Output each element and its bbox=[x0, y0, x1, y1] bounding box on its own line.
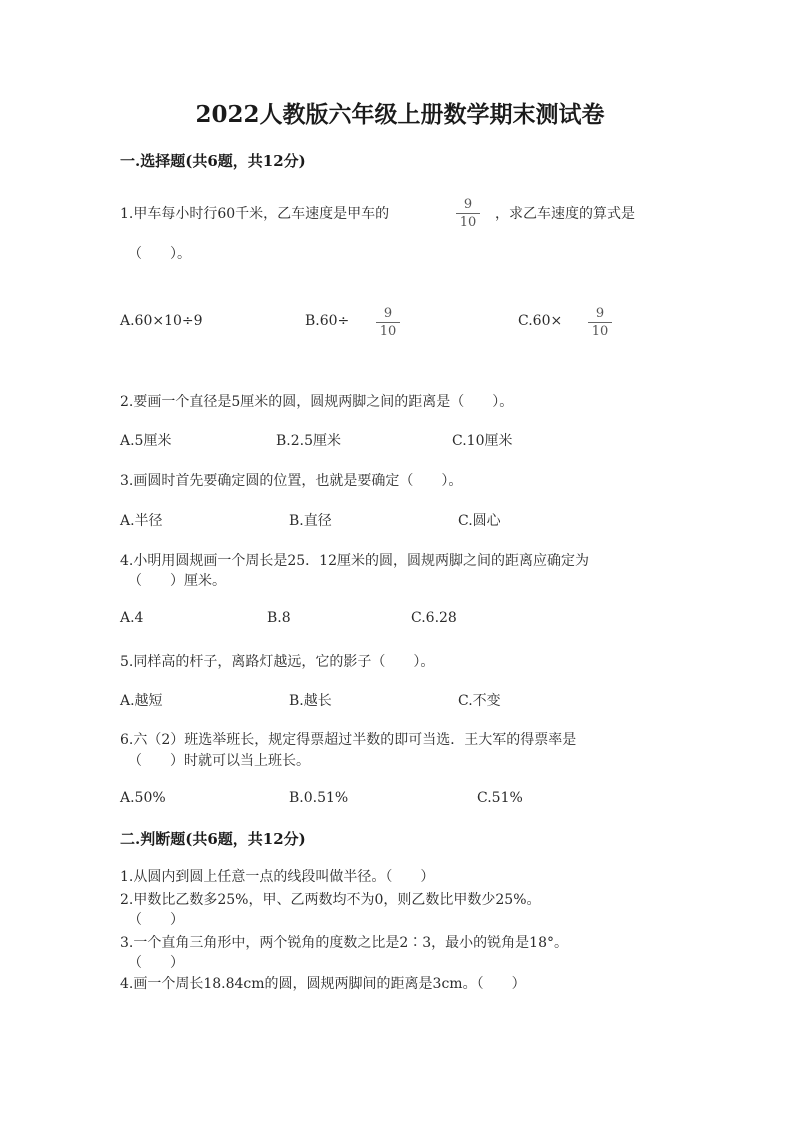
question-1-option-b[interactable]: B.60÷ bbox=[305, 313, 350, 329]
section-heading-choice: 一.选择题(共6题，共12分) bbox=[120, 152, 306, 170]
judgment-2-blank: （ ） bbox=[128, 912, 184, 928]
fraction-numerator: 9 bbox=[595, 306, 605, 321]
judgment-3-text: 3.一个直角三角形中，两个锐角的度数之比是2∶3，最小的锐角是18°。 bbox=[120, 935, 568, 951]
question-6-option-b[interactable]: B.0.51% bbox=[289, 790, 349, 806]
question-1-blank: （ ）。 bbox=[128, 246, 191, 262]
question-4-option-c[interactable]: C.6.28 bbox=[411, 610, 457, 626]
question-2-option-b[interactable]: B.2.5厘米 bbox=[276, 433, 342, 449]
question-4-blank: （ ）厘米。 bbox=[128, 573, 226, 589]
question-1-option-c-fraction bbox=[588, 306, 612, 339]
question-5-option-a[interactable]: A.越短 bbox=[120, 693, 163, 709]
question-3-option-c[interactable]: C.圆心 bbox=[458, 513, 501, 529]
question-1-option-a[interactable]: A.60×10÷9 bbox=[120, 313, 203, 329]
fraction-bar bbox=[588, 322, 612, 323]
fraction-numerator: 9 bbox=[383, 306, 393, 321]
question-4-text: 4.小明用圆规画一个周长是25．12厘米的圆，圆规两脚之间的距离应确定为 bbox=[120, 553, 589, 569]
judgment-3-blank: （ ） bbox=[128, 955, 184, 971]
question-1-fraction bbox=[456, 197, 480, 230]
fraction-denominator: 10 bbox=[459, 215, 477, 230]
question-1-option-b-fraction bbox=[376, 306, 400, 339]
question-1-text: 1.甲车每小时行60千米，乙车速度是甲车的 bbox=[120, 206, 390, 222]
fraction-denominator: 10 bbox=[379, 324, 397, 339]
fraction-numerator: 9 bbox=[463, 197, 473, 212]
question-3-option-a[interactable]: A.半径 bbox=[120, 513, 163, 529]
question-3-option-b[interactable]: B.直径 bbox=[289, 513, 332, 529]
question-6-option-c[interactable]: C.51% bbox=[477, 790, 523, 806]
question-5-option-b[interactable]: B.越长 bbox=[289, 693, 332, 709]
question-4-option-b[interactable]: B.8 bbox=[267, 610, 291, 626]
question-6-option-a[interactable]: A.50% bbox=[120, 790, 166, 806]
fraction-bar bbox=[376, 322, 400, 323]
fraction-denominator: 10 bbox=[591, 324, 609, 339]
question-6-blank: （ ）时就可以当上班长。 bbox=[128, 753, 310, 769]
question-2-text: 2.要画一个直径是5厘米的圆，圆规两脚之间的距离是（ ）。 bbox=[120, 394, 514, 410]
page-title: 2022人教版六年级上册数学期末测试卷 bbox=[195, 101, 605, 128]
judgment-4-text: 4.画一个周长18.84cm的圆，圆规两脚间的距离是3cm。（ ） bbox=[120, 976, 526, 992]
question-2-option-a[interactable]: A.5厘米 bbox=[120, 433, 172, 449]
question-1-text-after: ，求乙车速度的算式是 bbox=[495, 206, 635, 222]
question-2-option-c[interactable]: C.10厘米 bbox=[452, 433, 513, 449]
question-1-option-c[interactable]: C.60× bbox=[518, 313, 563, 329]
question-5-option-c[interactable]: C.不变 bbox=[458, 693, 501, 709]
judgment-2-text: 2.甲数比乙数多25%，甲、乙两数均不为0，则乙数比甲数少25%。 bbox=[120, 892, 541, 908]
question-3-text: 3.画圆时首先要确定圆的位置，也就是要确定（ ）。 bbox=[120, 473, 463, 489]
question-6-text: 6.六（2）班选举班长，规定得票超过半数的即可当选．王大军的得票率是 bbox=[120, 732, 577, 748]
judgment-1-text: 1.从圆内到圆上任意一点的线段叫做半径。（ ） bbox=[120, 869, 435, 885]
section-heading-judgment: 二.判断题(共6题，共12分) bbox=[120, 830, 306, 848]
question-5-text: 5.同样高的杆子，离路灯越远，它的影子（ ）。 bbox=[120, 654, 435, 670]
fraction-bar bbox=[456, 213, 480, 214]
question-4-option-a[interactable]: A.4 bbox=[120, 610, 144, 626]
